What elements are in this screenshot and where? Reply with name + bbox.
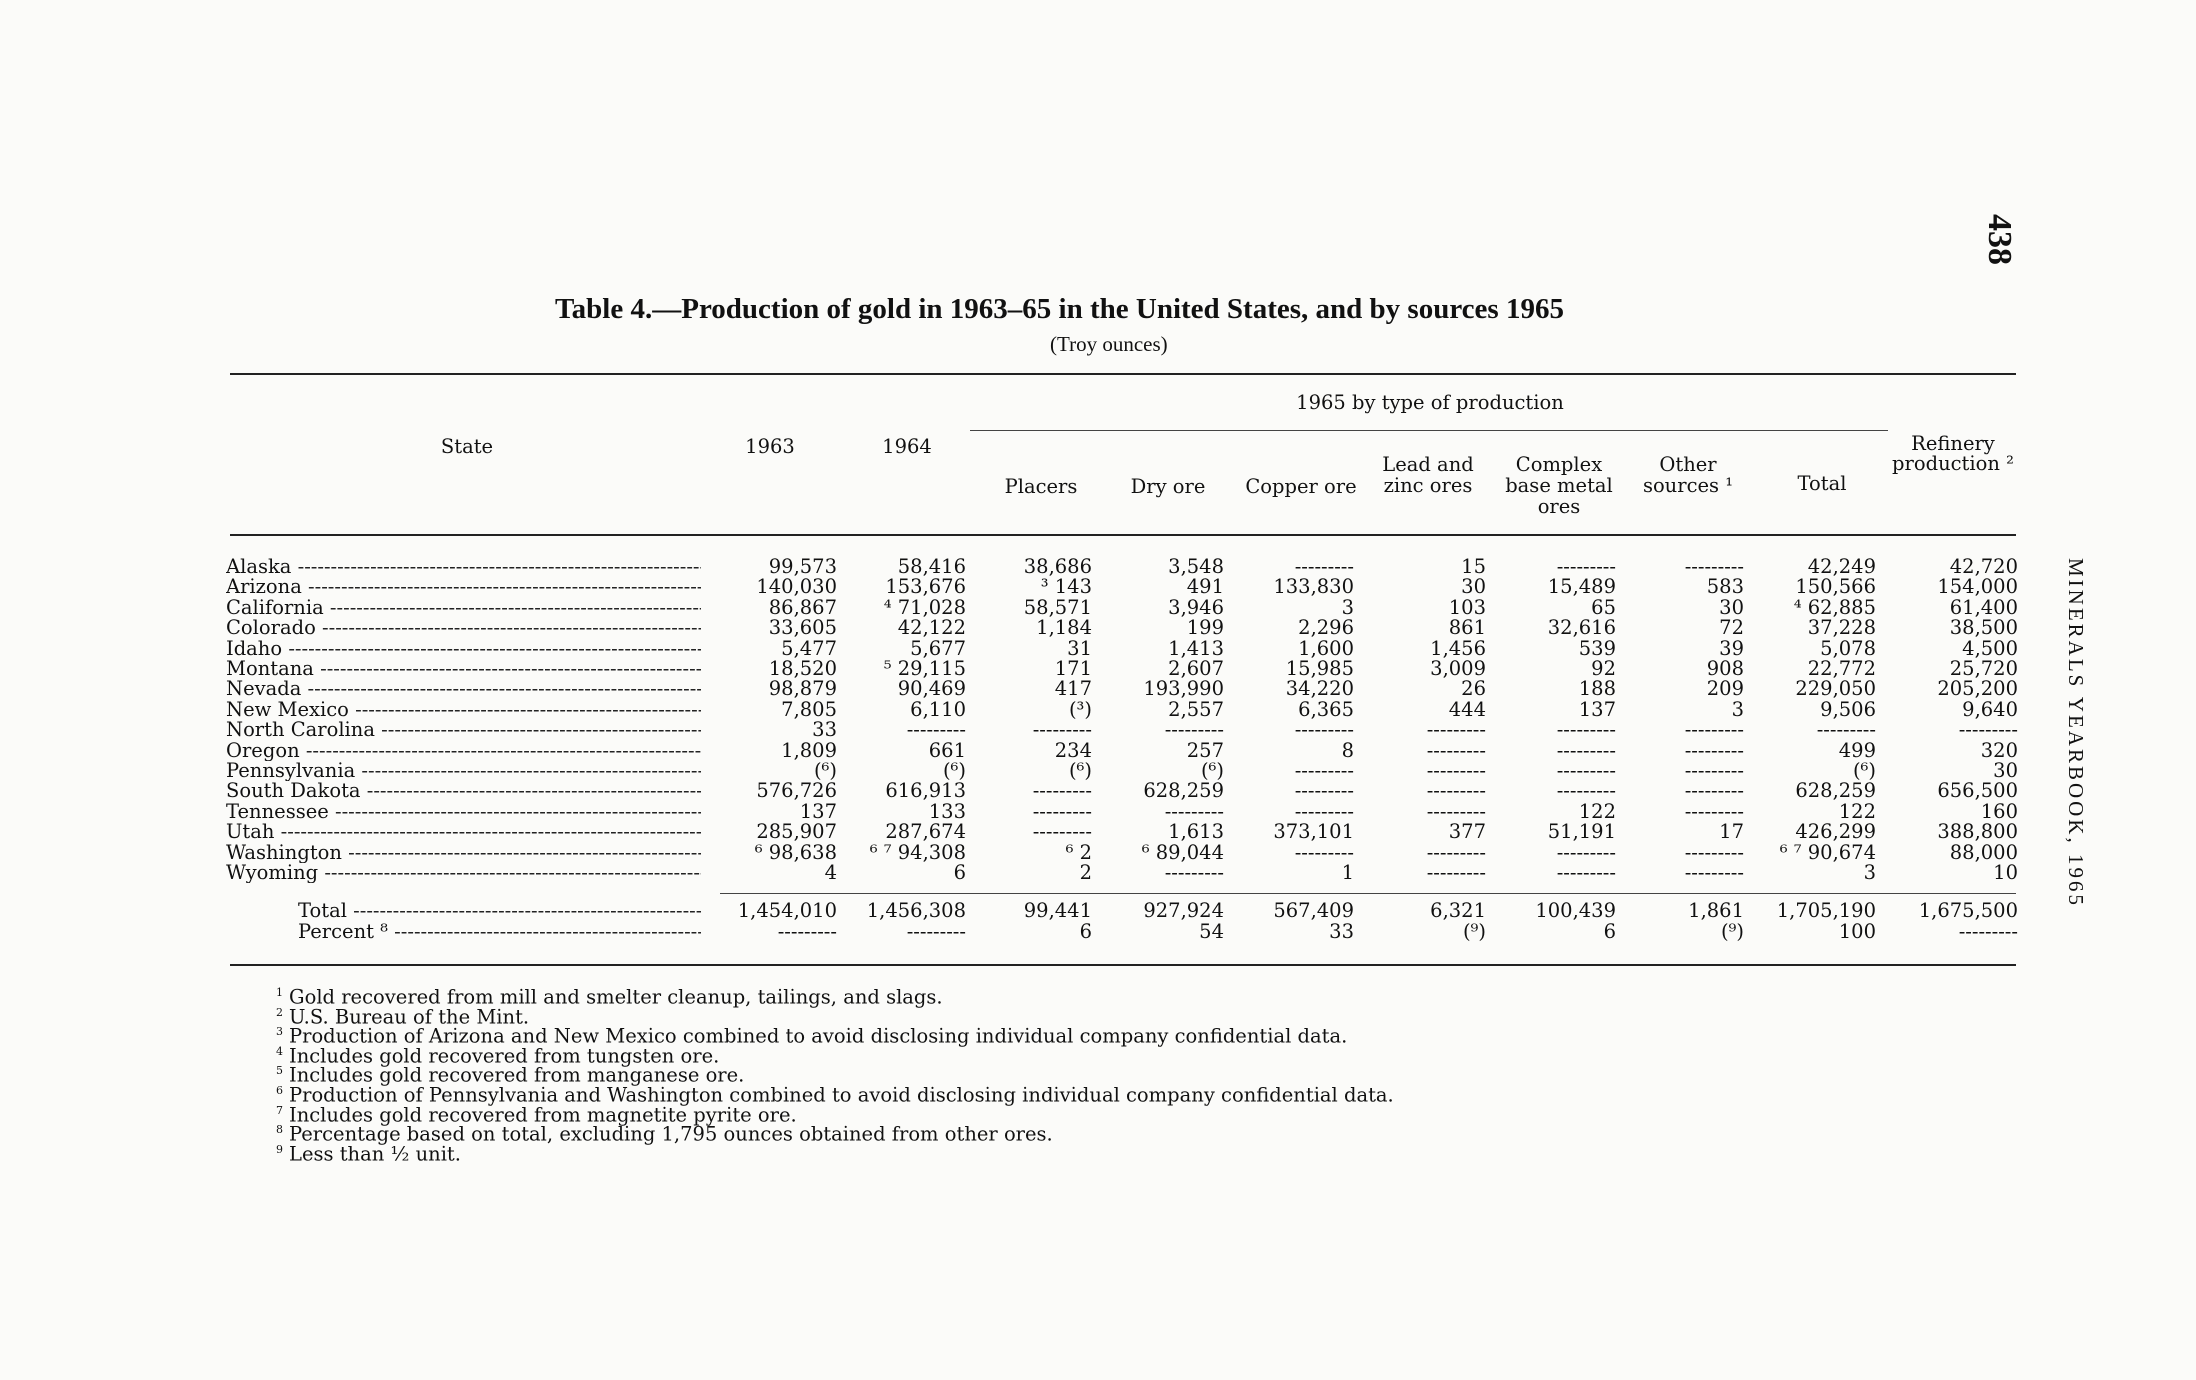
cell-value: 122 xyxy=(1838,799,1876,823)
cell-value: 1,413 xyxy=(1168,636,1224,660)
footnote-mark: 2 xyxy=(276,1005,283,1019)
cell-value: 927,924 xyxy=(1143,899,1224,922)
cell-value: ⁵ 29,115 xyxy=(883,657,966,680)
cell-value: --------- xyxy=(777,920,837,943)
cell-value: 656,500 xyxy=(1937,779,2018,803)
cell-value: 61,400 xyxy=(1949,595,2018,619)
cell-value: 30 xyxy=(1993,759,2018,782)
cell-value: 444 xyxy=(1448,697,1486,721)
cell-value: --------- xyxy=(1294,759,1354,782)
cell-value: 137 xyxy=(799,799,837,823)
header-total: Total xyxy=(1797,472,1847,495)
cell-value: 58,571 xyxy=(1023,595,1092,619)
cell-value: 539 xyxy=(1578,636,1616,660)
cell-value: 628,259 xyxy=(1143,779,1224,803)
cell-value: 1,861 xyxy=(1688,899,1744,922)
table-row xyxy=(226,842,2026,863)
cell-value: --------- xyxy=(1684,555,1744,578)
cell-value: 58,416 xyxy=(897,555,966,578)
cell-value: 34,220 xyxy=(1285,677,1354,701)
footnote-text: U.S. Bureau of the Mint. xyxy=(289,1005,530,1029)
cell-value: 1,613 xyxy=(1168,820,1224,844)
cell-value: --------- xyxy=(1294,799,1354,823)
cell-value: 6 xyxy=(1603,920,1616,943)
cell-value: --------- xyxy=(1426,861,1486,884)
cell-value: --------- xyxy=(1294,718,1354,742)
cell-value: 4 xyxy=(824,861,837,884)
cell-value: 285,907 xyxy=(756,820,837,844)
cell-value: --------- xyxy=(1426,759,1486,782)
header-1963: 1963 xyxy=(745,435,795,458)
cell-value: (⁹) xyxy=(1462,920,1486,943)
table-row xyxy=(226,719,2026,740)
cell-value: (⁶) xyxy=(813,759,837,782)
table-row xyxy=(226,801,2026,822)
cell-value: --------- xyxy=(1294,555,1354,578)
cell-value: --------- xyxy=(1684,799,1744,823)
cell-value: 9,506 xyxy=(1820,697,1876,721)
cell-value: 3,946 xyxy=(1168,595,1224,619)
cell-value: ⁶ ⁷ 90,674 xyxy=(1779,840,1876,864)
header-copper-ore: Copper ore xyxy=(1245,475,1357,498)
cell-value: 499 xyxy=(1838,738,1876,762)
footnote-text: Percentage based on total, excluding 1,795 ounces obtained from other ores. xyxy=(289,1122,1053,1146)
cell-value: 98,879 xyxy=(768,677,837,701)
cell-value: 171 xyxy=(1054,657,1092,680)
cell-value: --------- xyxy=(906,920,966,943)
cell-value: 6 xyxy=(1079,920,1092,943)
cell-value: --------- xyxy=(1164,861,1224,884)
cell-value: 33,605 xyxy=(768,616,837,640)
cell-value: ⁶ ⁷ 94,308 xyxy=(869,840,966,864)
cell-value: 3 xyxy=(1731,697,1744,721)
cell-value: 103 xyxy=(1448,595,1486,619)
header-lead-zinc-line1: Lead and xyxy=(1382,453,1474,476)
header-1965-group: 1965 by type of production xyxy=(1296,391,1564,414)
cell-value: 30 xyxy=(1719,595,1744,619)
cell-value: 5,677 xyxy=(910,636,966,660)
header-complex-line1: Complex xyxy=(1515,453,1603,476)
cell-value: 576,726 xyxy=(756,779,837,803)
cell-value: 65 xyxy=(1591,595,1616,619)
cell-value: --------- xyxy=(1556,555,1616,578)
cell-value: 5,078 xyxy=(1820,636,1876,660)
cell-value: 86,867 xyxy=(768,595,837,619)
table-row xyxy=(226,678,2026,699)
state-name: North Carolina ----- xyxy=(226,719,701,740)
cell-value: --------- xyxy=(1426,779,1486,803)
total-row xyxy=(226,900,2026,921)
cell-value: 15,985 xyxy=(1285,657,1354,680)
cell-value: 3,009 xyxy=(1430,657,1486,680)
state-name: Wyoming ----- xyxy=(226,862,701,883)
cell-value: 188 xyxy=(1578,677,1616,701)
cell-value: 661 xyxy=(928,738,966,762)
cell-value: 37,228 xyxy=(1807,616,1876,640)
state-name: Pennsylvania ----- xyxy=(226,760,701,781)
cell-value: 30 xyxy=(1461,575,1486,599)
cell-value: --------- xyxy=(1958,920,2018,943)
cell-value: 209 xyxy=(1706,677,1744,701)
cell-value: 100 xyxy=(1838,920,1876,943)
table-row xyxy=(226,658,2026,679)
cell-value: 90,469 xyxy=(897,677,966,701)
footnote-text: Includes gold recovered from manganese ore. xyxy=(289,1063,745,1087)
cell-value: --------- xyxy=(1426,840,1486,864)
row-label: Percent ⁸ ----- xyxy=(298,921,701,942)
cell-value: 39 xyxy=(1719,636,1744,660)
header-complex-line3: ores xyxy=(1537,495,1581,518)
cell-value: 154,000 xyxy=(1937,575,2018,599)
cell-value: 1,456,308 xyxy=(866,899,966,922)
cell-value: 388,800 xyxy=(1937,820,2018,844)
state-name: Nevada ----- xyxy=(226,678,701,699)
header-other-line2: sources ¹ xyxy=(1642,474,1734,497)
cell-value: --------- xyxy=(1032,718,1092,742)
footnote-mark: 9 xyxy=(276,1142,283,1156)
percent-row xyxy=(226,921,2026,942)
cell-value: --------- xyxy=(1032,779,1092,803)
cell-value: 567,409 xyxy=(1273,899,1354,922)
cell-value: ⁴ 62,885 xyxy=(1793,595,1876,619)
footnote-text: Includes gold recovered from magnetite pyrite ore. xyxy=(289,1103,797,1127)
cell-value: 377 xyxy=(1448,820,1486,844)
cell-value: --------- xyxy=(1164,799,1224,823)
state-name: Alaska ----- xyxy=(226,556,701,577)
cell-value: 628,259 xyxy=(1795,779,1876,803)
cell-value: 320 xyxy=(1980,738,2018,762)
cell-value: 908 xyxy=(1706,657,1744,680)
cell-value: --------- xyxy=(1684,840,1744,864)
cell-value: 8 xyxy=(1341,738,1354,762)
header-state: State xyxy=(440,435,494,458)
cell-value: 51,191 xyxy=(1547,820,1616,844)
table-row xyxy=(226,821,2026,842)
cell-value: 42,249 xyxy=(1807,555,1876,578)
cell-value: 10 xyxy=(1993,861,2018,884)
cell-value: 1,456 xyxy=(1430,636,1486,660)
cell-value: 1,184 xyxy=(1036,616,1092,640)
footnote-text: Includes gold recovered from tungsten ore. xyxy=(289,1044,720,1068)
cell-value: --------- xyxy=(1684,779,1744,803)
cell-value: 122 xyxy=(1578,799,1616,823)
cell-value: 15,489 xyxy=(1547,575,1616,599)
cell-value: 17 xyxy=(1719,820,1744,844)
cell-value: (³) xyxy=(1068,697,1092,721)
cell-value: 9,640 xyxy=(1962,697,2018,721)
cell-value: --------- xyxy=(1684,759,1744,782)
cell-value: --------- xyxy=(1816,718,1876,742)
table-row xyxy=(226,556,2026,577)
table-subtitle: (Troy ounces) xyxy=(1050,332,1168,356)
cell-value: 2,557 xyxy=(1168,697,1224,721)
header-bottom-rule xyxy=(230,534,2016,536)
cell-value: 42,720 xyxy=(1949,555,2018,578)
cell-value: 426,299 xyxy=(1795,820,1876,844)
cell-value: 54 xyxy=(1199,920,1224,943)
state-name: Montana ----- xyxy=(226,658,701,679)
cell-value: 1,675,500 xyxy=(1918,899,2018,922)
cell-value: 417 xyxy=(1054,677,1092,701)
cell-value: 15 xyxy=(1461,555,1486,578)
cell-value: --------- xyxy=(1556,738,1616,762)
cell-value: 861 xyxy=(1448,616,1486,640)
table-row xyxy=(226,638,2026,659)
cell-value: --------- xyxy=(1426,718,1486,742)
cell-value: 2,296 xyxy=(1298,616,1354,640)
cell-value: 287,674 xyxy=(885,820,966,844)
state-name: New Mexico ----- xyxy=(226,699,701,720)
cell-value: 1 xyxy=(1341,861,1354,884)
table-row xyxy=(226,617,2026,638)
state-name: Arizona ----- xyxy=(226,576,701,597)
cell-value: --------- xyxy=(1426,738,1486,762)
cell-value: 229,050 xyxy=(1795,677,1876,701)
top-rule xyxy=(230,373,2016,375)
cell-value: 150,566 xyxy=(1795,575,1876,599)
cell-value: 133,830 xyxy=(1273,575,1354,599)
cell-value: ⁴ 71,028 xyxy=(883,595,966,619)
cell-value: 3 xyxy=(1863,861,1876,884)
cell-value: (⁶) xyxy=(1852,759,1876,782)
footnote-text: Production of Pennsylvania and Washington combined to avoid disclosing individual company confidential data. xyxy=(289,1083,1394,1107)
cell-value: 6,365 xyxy=(1298,697,1354,721)
cell-value: 1,705,190 xyxy=(1776,899,1876,922)
cell-value: 1,600 xyxy=(1298,636,1354,660)
cell-value: --------- xyxy=(1556,861,1616,884)
cell-value: 205,200 xyxy=(1937,677,2018,701)
cell-value: 199 xyxy=(1186,616,1224,640)
cell-value: 92 xyxy=(1591,657,1616,680)
table-row xyxy=(226,740,2026,761)
header-complex-line2: base metal xyxy=(1505,474,1613,497)
cell-value: 99,441 xyxy=(1023,899,1092,922)
cell-value: 4,500 xyxy=(1962,636,2018,660)
cell-value: --------- xyxy=(1032,820,1092,844)
cell-value: 616,913 xyxy=(885,779,966,803)
cell-value: 2 xyxy=(1079,861,1092,884)
cell-value: 1,809 xyxy=(781,738,837,762)
cell-value: 137 xyxy=(1578,697,1616,721)
cell-value: (⁶) xyxy=(1068,759,1092,782)
cell-value: 72 xyxy=(1719,616,1744,640)
table-row xyxy=(226,862,2026,883)
footnote-text: Production of Arizona and New Mexico combined to avoid disclosing individual company confidential data. xyxy=(289,1024,1348,1048)
header-dry-ore: Dry ore xyxy=(1130,475,1206,498)
header-1964: 1964 xyxy=(882,435,932,458)
footnote-text: Less than ½ unit. xyxy=(289,1142,461,1166)
state-name: Oregon ----- xyxy=(226,740,701,761)
footnote-mark: 1 xyxy=(276,986,283,999)
footnote-mark: 4 xyxy=(276,1044,283,1058)
bottom-rule xyxy=(230,964,2016,966)
header-other-line1: Other xyxy=(1659,453,1717,476)
cell-value: 2,607 xyxy=(1168,657,1224,680)
cell-value: --------- xyxy=(1684,861,1744,884)
table-row xyxy=(226,597,2026,618)
total-rule xyxy=(720,893,2016,894)
cell-value: 3,548 xyxy=(1168,555,1224,578)
cell-value: 99,573 xyxy=(768,555,837,578)
cell-value: 153,676 xyxy=(885,575,966,599)
cell-value: 32,616 xyxy=(1547,616,1616,640)
footnote-mark: 8 xyxy=(276,1123,283,1137)
footnote-mark: 6 xyxy=(276,1084,283,1097)
cell-value: ⁶ 2 xyxy=(1065,840,1092,864)
header-refinery-line2: production ² xyxy=(1892,452,2014,475)
state-name: Colorado ----- xyxy=(226,617,701,638)
cell-value: 133 xyxy=(928,799,966,823)
cell-value: --------- xyxy=(1032,799,1092,823)
cell-value: 88,000 xyxy=(1949,840,2018,864)
cell-value: 6 xyxy=(953,861,966,884)
row-label: Total ----- xyxy=(298,900,701,921)
cell-value: --------- xyxy=(1684,738,1744,762)
header-lead-zinc-line2: zinc ores xyxy=(1383,474,1473,497)
cell-value: 373,101 xyxy=(1273,820,1354,844)
footnote xyxy=(276,1140,461,1164)
state-name: Idaho ----- xyxy=(226,638,701,659)
cell-value: --------- xyxy=(1556,759,1616,782)
page-number: 438 xyxy=(1981,214,2018,265)
cell-value: 7,805 xyxy=(781,697,837,721)
cell-value: 22,772 xyxy=(1807,657,1876,680)
cell-value: --------- xyxy=(1556,779,1616,803)
state-name: California ----- xyxy=(226,597,701,618)
cell-value: 193,990 xyxy=(1143,677,1224,701)
cell-value: --------- xyxy=(1556,840,1616,864)
cell-value: 33 xyxy=(812,718,837,742)
cell-value: 160 xyxy=(1980,799,2018,823)
cell-value: --------- xyxy=(1958,718,2018,742)
group-rule xyxy=(970,430,1888,431)
table-row xyxy=(226,699,2026,720)
table-row xyxy=(226,760,2026,781)
cell-value: 31 xyxy=(1067,636,1092,660)
table-row xyxy=(226,780,2026,801)
footnote-text: Gold recovered from mill and smelter cleanup, tailings, and slags. xyxy=(289,985,943,1009)
cell-value: 6,321 xyxy=(1430,899,1486,922)
state-name: Tennessee ----- xyxy=(226,801,701,822)
cell-value: ⁶ 98,638 xyxy=(754,840,837,864)
cell-value: --------- xyxy=(1426,799,1486,823)
table-row xyxy=(226,576,2026,597)
state-name: Utah ----- xyxy=(226,821,701,842)
footnote-mark: 5 xyxy=(276,1064,283,1078)
cell-value: (⁶) xyxy=(942,759,966,782)
state-name: Washington ----- xyxy=(226,842,701,863)
cell-value: (⁶) xyxy=(1200,759,1224,782)
cell-value: 5,477 xyxy=(781,636,837,660)
state-name: South Dakota ----- xyxy=(226,780,701,801)
cell-value: 42,122 xyxy=(897,616,966,640)
table-title: Table 4.—Production of gold in 1963–65 in the United States, and by sources 1965 xyxy=(555,293,1564,325)
cell-value: 38,686 xyxy=(1023,555,1092,578)
cell-value: 18,520 xyxy=(768,657,837,680)
header-refinery-line1: Refinery xyxy=(1911,432,1995,455)
cell-value: --------- xyxy=(1294,840,1354,864)
header-placers: Placers xyxy=(1004,475,1078,498)
cell-value: 1,454,010 xyxy=(737,899,837,922)
cell-value: 491 xyxy=(1186,575,1224,599)
cell-value: 6,110 xyxy=(910,697,966,721)
cell-value: --------- xyxy=(1294,779,1354,803)
cell-value: 583 xyxy=(1706,575,1744,599)
cell-value: 3 xyxy=(1341,595,1354,619)
cell-value: --------- xyxy=(1684,718,1744,742)
footnote-mark: 3 xyxy=(276,1025,283,1039)
cell-value: 100,439 xyxy=(1535,899,1616,922)
cell-value: 38,500 xyxy=(1949,616,2018,640)
cell-value: 140,030 xyxy=(756,575,837,599)
cell-value: 26 xyxy=(1461,677,1486,701)
footnote-mark: 7 xyxy=(276,1103,283,1117)
cell-value: ⁶ 89,044 xyxy=(1141,840,1224,864)
running-head: MINERALS YEARBOOK, 1965 xyxy=(2064,558,2088,908)
cell-value: 25,720 xyxy=(1949,657,2018,680)
cell-value: 33 xyxy=(1329,920,1354,943)
cell-value: --------- xyxy=(1164,718,1224,742)
cell-value: --------- xyxy=(1556,718,1616,742)
cell-value: (⁹) xyxy=(1720,920,1744,943)
cell-value: 234 xyxy=(1054,738,1092,762)
cell-value: 257 xyxy=(1186,738,1224,762)
cell-value: ³ 143 xyxy=(1040,575,1092,599)
cell-value: --------- xyxy=(906,718,966,742)
